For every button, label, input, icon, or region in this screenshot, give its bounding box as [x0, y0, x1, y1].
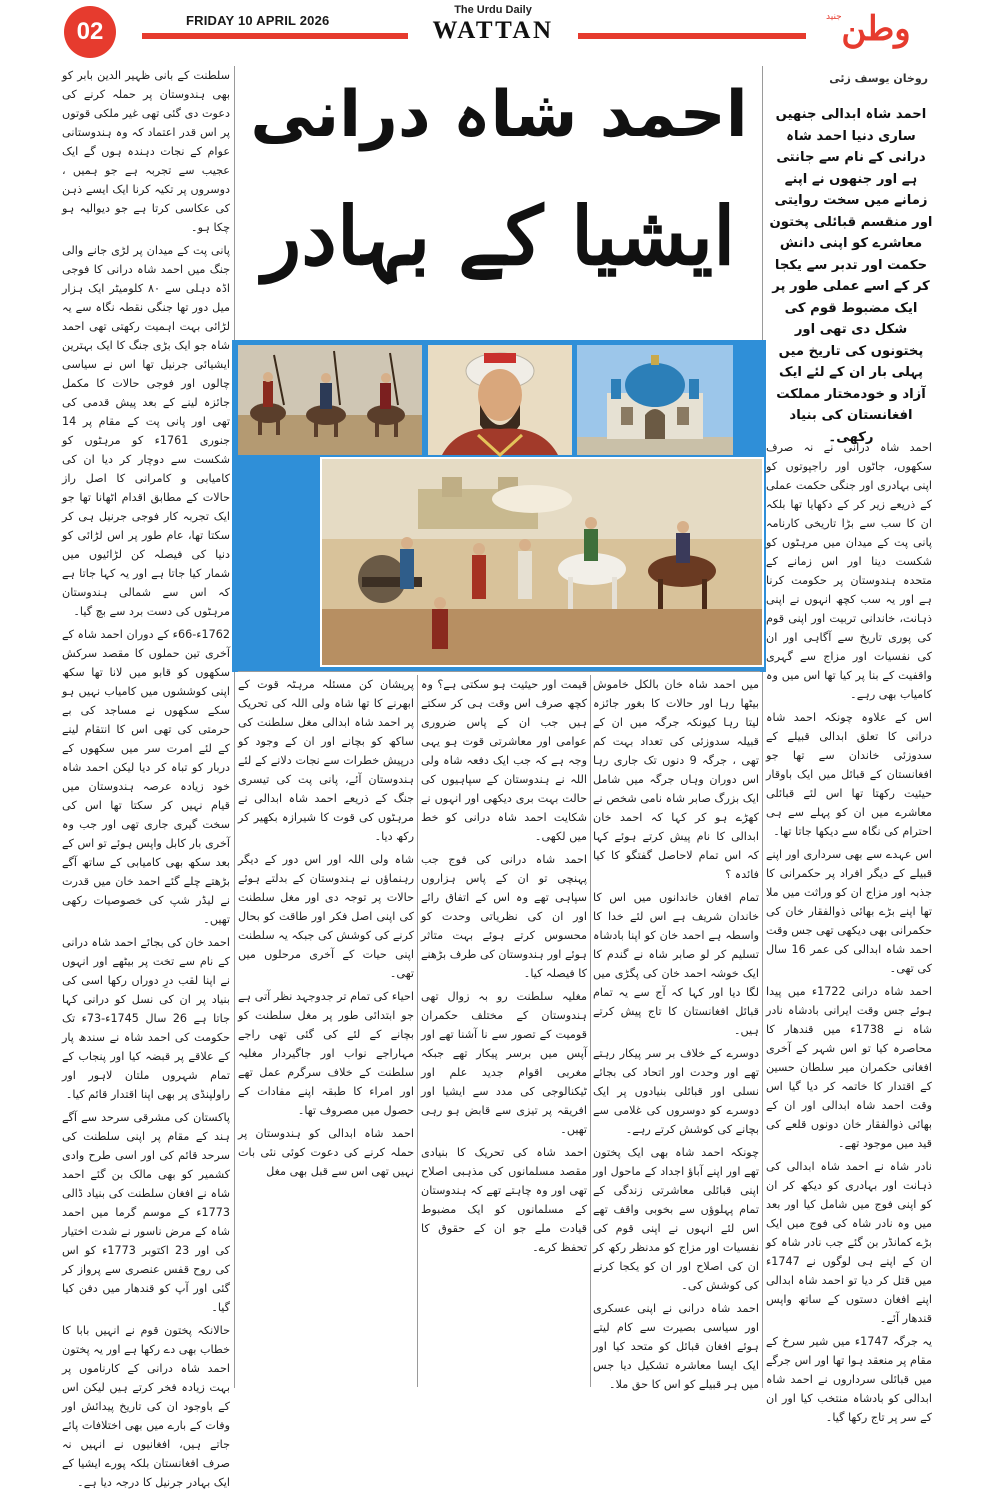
- paragraph: شاہ ولی اللہ اور اس دور کے دیگر رہنماؤں نے ہندوستان کے بدلتے ہوئے حالات پر توجہ دی اور مغل سلطنت کی اپنی اصل فکر اور طاقت کو بحال کرنے کی کوشش کی جبکہ یہ سلطنت اپنی حیات کے آخری مرحلوں میں تھی۔: [238, 853, 414, 980]
- column-divider: [590, 675, 591, 1387]
- paragraph: پاکستان کی مشرقی سرحد سے آگے ہند کے مقام پر اپنی سلطنت کی سرحد قائم کی اور اسی طرح وادی کشمیر کو بھی مالک بن گئے احمد شاہ نے افغان سلطنت کی بنیاد ڈالی 1773ء کے موسم گرما میں احمد شاہ کے مرض ناسور نے شدت اختیار کی اور 23 اکتوبر 1773ء کو اس کی روح قفس عنصری سے پرواز کر گئی اور آپ کو قندھار میں دفن کیا گیا۔: [62, 1111, 230, 1314]
- paragraph: مغلیہ سلطنت رو بہ زوال تھی ہندوستان کے مختلف حکمران قومیت کے تصور سے نا آشنا تھے اور آپس میں برسر پیکار تھے جبکہ مغربی اقوام جدید علم اور ٹیکنالوجی کی مدد سے ایشیا اور افریقہ پر تیزی سے قابض ہو رہی تھیں۔: [421, 990, 587, 1136]
- paragraph: یہ جرگہ 1747ء میں شیر سرخ کے مقام پر منعقد ہوا تھا اور اس جرگے میں قبائلی سرداروں نے احمد شاہ ابدالی کو بادشاہ منتخب کیا اور ان کے سر پر تاج رکھا گیا۔: [766, 1335, 932, 1424]
- paragraph: احیاء کی تمام تر جدوجہد نظر آتی ہے جو ابتدائی طور پر مغل سلطنت کو بچانے کے لئے کی گئی تھی راجے مہاراجے نواب اور جاگیردار مغلیہ سلطنت کے خلاف سرگرم عمل تھے اور امراء کا طبقہ اپنے مفادات کے حصول میں مصروف تھا۔: [238, 990, 414, 1117]
- intro-paragraph: احمد شاہ ابدالی جنھیں ساری دنیا احمد شاہ درانی کے نام سے جانتی ہے اور جنھوں نے اپنے زمانے میں سخت روایتی اور منقسم قبائلی پختون معاشرے کو اپنی دانش حکمت اور تدبر سے یکجا کر کے اسے عملی طور پر ایک مضبوط قوم کی شکل دی تھی اور پختونوں کی تاریخ میں پہلی بار ان کے لئے ایک آزاد و خودمختار مملکت افغانستان کی بنیاد رکھی۔: [769, 107, 933, 445]
- paragraph: چونکہ احمد شاہ بھی ایک پختون تھے اور اپنے آباؤ اجداد کے ماحول اور اپنی قبائلی معاشرتی زندگی کے تمام پہلوؤں سے بخوبی واقف تھے اس لئے انہوں نے اپنی قوم کی نفسیات اور مزاج کو مدنظر رکھ کر ان کی اصلاح اور ان کو یکجا کرنے کی کوشش کی۔: [593, 1146, 759, 1292]
- byline: روخان یوسف زئی: [829, 72, 928, 85]
- paragraph: دوسرے کے خلاف بر سر پیکار رہتے تھے اور وحدت اور اتحاد کی بجائے نسلی اور قبائلی بنیادوں پر ایک دوسرے کو دوسروں کی غلامی سے بچانے کی کوشش کرتے رہے۔: [593, 1047, 759, 1136]
- section-divider: [238, 671, 760, 672]
- column-divider: [234, 66, 235, 1388]
- logo-tag: جنید: [826, 12, 842, 22]
- paragraph: میں احمد شاہ خان بالکل خاموش بیٹھا رہا اور حالات کا بغور جائزہ لیتا رہا کیونکہ جرگہ میں ان کے قبیلہ سدوزئی کی تعداد بہت کم تھی ، جرگہ 9 دنوں تک جاری رہا اس دوران وہاں جرگہ میں شامل ایک بزرگ صابر شاہ نامی شخص نے کھڑے ہو کر کہا کہ احمد خان ابدالی کا نام پیش کرتے ہوئے کہا کہ اس تمام لاحاصل گفتگو کا کیا فائدہ ؟: [593, 678, 759, 881]
- column-divider: [762, 66, 763, 1388]
- paragraph: 1762ء-66ء کے دوران احمد شاہ کے آخری تین حملوں کا مقصد سرکش سکھوں کو قابو میں لانا تھا سکھ اپنی کوششوں میں کامیاب نہیں ہو سکے سکھوں نے مساجد کی بے حرمتی کی تھی اس کا انتقام لینے کے لئے امرت سر میں سکھوں کے دربار کو تباہ کر دیا لیکن احمد شاہ خود زیادہ عرصہ ہندوستان میں قیام نہیں کر سکتا تھا اس کی سخت گیری جاری تھی اور جب وہ آخری بار کابل واپس ہوئے تو اس کے بعد سکھ بھی کامیابی کے ساتھ آگے بڑھتے چلے گئے احمد خان میں قدرت نے لیڈر شپ کی خصوصیات رکھی تھیں۔: [62, 628, 230, 926]
- brand-title: WATTAN: [432, 17, 554, 44]
- paragraph: احمد شاہ درانی 1722ء میں پیدا ہوئے جس وقت ایرانی بادشاہ نادر شاہ نے 1738ء میں قندھار کا محاصرہ کیا تو اس شہر کے آخری افغانی حکمران میر سلطان حسین کے اقتدار کا خاتمہ کر دیا گیا اس وقت احمد شاہ ابدالی اور ان کے بھائی ذوالفقار خان دونوں قلعے کی قید میں موجود تھے۔: [766, 985, 932, 1150]
- paragraph: احمد شاہ درانی نے اپنی عسکری اور سیاسی بصیرت سے کام لیتے ہوئے افغان قبائل کو متحد کیا اور ایک ایسا معاشرہ تشکیل دیا جس میں ہر قبیلے کو اس کا حق ملا۔: [593, 1302, 759, 1391]
- brand-block: [412, 4, 574, 45]
- battle-painting: [320, 457, 764, 667]
- paragraph: احمد خان کی بجائے احمد شاہ درانی کے نام سے تخت پر بیٹھے اور انہوں نے اپنا لقب درِ دوراں رکھا اسی کی بنیاد پر ان کی نسل کو درانی کہا جاتا ہے 26 سال 1745ء-73ء تک حکومت کی احمد شاہ نے سندھ پار کے علاقے پر قبضہ کیا اور پنجاب کے تمام شہروں ملتان لاہور اور راولپنڈی پر بھی اپنا اقتدار قائم کیا۔: [62, 936, 230, 1101]
- column-left: [62, 66, 231, 1489]
- paragraph: اس عہدے سے بھی سرداری اور اپنے قبیلے کے دیگر افراد پر حکمرانی کا جذبہ اور مزاج ان کو وراثت میں ملا تھا اپنے بڑے بھائی ذوالفقار خان کی حکمرانی بھی دیکھی تھی جس وقت احمد شاہ ابدالی کی عمر 16 سال کی تھی۔: [766, 848, 932, 975]
- newspaper-logo: [816, 0, 936, 58]
- headline-line-1: احمد شاہ درانی: [250, 78, 748, 152]
- paragraph: حالانکہ پختون قوم نے انہیں بابا کا خطاب بھی دے رکھا ہے اور یہ پختون احمد شاہ درانی کے کارناموں پر بہت زیادہ فخر کرتے ہیں لیکن اس کے باوجود ان کی تاریخ پیدائش اور وفات کے بارے میں بھی اختلافات پائے جاتے ہیں، افغانیوں نے انہیں نہ صرف افغانستان بلکہ پورے ایشیا کے ایک بہادر جرنیل کا درجہ دیا ہے۔: [62, 1324, 230, 1489]
- paragraph: پریشان کن مسئلہ مرہٹہ قوت کے ابھرنے کا تھا شاہ ولی اللہ کی تحریک پر احمد شاہ ابدالی مغل سلطنت کی ساکھ کو بچانے اور ان کے وجود کو درپیش خطرات سے نجات دلانے کے لئے ہندوستان آئے، پانی پت کی تیسری جنگ کے ذریعے احمد شاہ ابدالی نے مرہٹوں کی قوت کا شیرازہ بکھیر کر رکھ دیا۔: [238, 678, 414, 843]
- ahmad-shah-portrait: [428, 345, 572, 455]
- paragraph: اس کے علاوہ چونکہ احمد شاہ درانی کا تعلق ابدالی قبیلے کے سدوزئی خاندان سے تھا جو افغانستان کے قبائل میں ایک باوقار حیثیت رکھتا تھا اس لئے قبائلی معاشرے میں ان کو پہلے سے ہی احترام کی نگاہ سے دیکھا جاتا تھا۔: [766, 711, 932, 838]
- masthead-rule-left: [142, 33, 408, 39]
- column-body-3: [238, 675, 414, 1387]
- column-body-2: [421, 675, 587, 1387]
- paragraph: احمد شاہ درانی کی فوج جب پہنچی تو ان کے پاس ہزاروں سپاہی تھے وہ اس کے اتفاق رائے اور ان کی نظریاتی وحدت کو محسوس کرتے ہوئے بہت متاثر ہوئے اور ہندوستان کی طرف بڑھنے کا فیصلہ کیا۔: [421, 853, 587, 980]
- masthead-rule-right: [578, 33, 806, 39]
- paragraph: احمد شاہ درانی نے نہ صرف سکھوں، جاٹوں اور راجپوتوں کو اپنی بہادری اور جنگی حکمت عملی کے ذریعے زیر کر کے دکھایا تھا بلکہ ان کا سب سے بڑا تاریخی کارنامہ پانی پت کے میدان میں مرہٹوں کو شکست دینا اور اس زمانے کے متحدہ ہندوستان پر حکومت کرنا ہے اور یہ سب کچھ انہوں نے اپنی ذہانت، خاندانی تربیت اور اپنی قوم کی پوری تاریخ سے آگاہی اور ان کی نفسیات اور مزاج سے گہری واقفیت کے بنا پر کیا تھا اس میں وہ کامیاب بھی رہے۔: [766, 441, 932, 701]
- headline: [238, 70, 760, 338]
- warriors-photo: [238, 345, 422, 455]
- paragraph: پانی پت کے میدان پر لڑی جانے والی جنگ میں احمد شاہ درانی کا فوجی اڈہ دہلی سے ۸۰ کلومیٹر ایک ہزار میل دور تھا جنگی نقطہ نگاہ سے یہ لڑائی بہت اہمیت رکھتی تھی احمد شاہ جو ایک بڑی جنگ کا ایک بہترین ایشیائی جرنیل تھا اس نے سیاسی چالوں اور فوجی حالات کا مکمل جائزہ لینے کے بعد پیش قدمی کی تھی اور پانی پت کے مقام پر 14 جنوری 1761ء کو مرہٹوں کو شکست سے دوچار کر دیا ان کی کامیابی و کامرانی کا اصل راز حالات کے مطابق اقدام اٹھانا تھا جو ایک تجربہ کار فوجی جرنیل ہی کر سکتا تھا، عام طور پر اس لڑائی کو دنیا کی فیصلہ کن لڑائیوں میں شمار کیا جاتا ہے اور یہ کہا جاتا ہے کہ اس سے شمالی ہندوستان مرہٹوں کی دست برد سے بچ گیا۔: [62, 244, 231, 618]
- paragraph: تمام افغان خاندانوں میں اس کا خاندان شریف ہے اس لئے خدا کا واسطہ ہے احمد خان کو اپنا بادشاہ تسلیم کر لو صابر شاہ نے گندم کا ایک خوشہ احمد خان کی پگڑی میں لگا دیا اور کہا کہ آج سے یہ تمام قبائل افغانستان کا تاج پیش کرتے ہیں۔: [593, 891, 759, 1037]
- column-right: [766, 438, 932, 1424]
- column-divider: [417, 675, 418, 1387]
- page-number: 02: [64, 6, 116, 58]
- logo-wordmark: وطن: [841, 9, 911, 49]
- column-body-1: [593, 675, 759, 1391]
- headline-line-2: ایشیا کے بہادر: [262, 189, 736, 283]
- paragraph: احمد شاہ کی تحریک کا بنیادی مقصد مسلمانوں کی مذہبی اصلاح تھی اور وہ چاہتے تھے کہ ہندوستان کے مسلمانوں کو ایک مضبوط قیادت ملے جو ان کے حقوق کا تحفظ کرے۔: [421, 1146, 587, 1254]
- issue-date: FRIDAY 10 APRIL 2026: [186, 13, 330, 28]
- paragraph: قیمت اور حیثیت ہو سکتی ہے؟ وہ کچھ صرف اس وقت ہی کر سکتے ہیں جب ان کے پاس ضروری عوامی اور معاشرتی قوت ہو یہی وجہ ہے کہ جب ایک دفعہ شاہ ولی اللہ نے ہندوستان کے سپاہیوں کی حالت بہت بری دیکھی اور انہوں نے شکایت احمد شاہ درانی کو خط میں لکھی۔: [421, 678, 587, 843]
- paragraph: احمد شاہ ابدالی کو ہندوستان پر حملہ کرنے کی دعوت کوئی نئی بات نہیں تھی اس سے قبل بھی مغل: [238, 1127, 414, 1178]
- brand-subtitle: The Urdu Daily: [454, 4, 532, 16]
- paragraph: سلطنت کے بانی ظہیر الدین بابر کو بھی ہندوستان پر حملہ کرنے کی دعوت دی گئی تھی غیر ملکی قوتوں پر اس قدر اعتماد کہ وہ ہندوستانی عوام کے نجات دہندہ ہوں گے ایک عجیب سے تجربہ ہے جو ہمیں ، دوسروں پر تکیہ کرنا ایک ایسے ذہن کی عکاسی کرتا ہے جو دیوالیہ ہو چکا ہو۔: [62, 69, 230, 234]
- tomb-photo: [577, 345, 733, 455]
- paragraph: نادر شاہ نے احمد شاہ ابدالی کی ذہانت اور بہادری کو دیکھ کر ان کو اپنی فوج میں شامل کیا اور بعد میں وہ نادر شاہ کی فوج میں ایک بڑے کمانڈر بن گئے جب نادر شاہ کو ان کے اپنے ہی لوگوں نے 1747ء میں قتل کر دیا تو احمد شاہ ابدالی اپنے افغان دستوں کے ساتھ واپس قندھار آئے۔: [766, 1160, 932, 1325]
- masthead: [0, 0, 992, 64]
